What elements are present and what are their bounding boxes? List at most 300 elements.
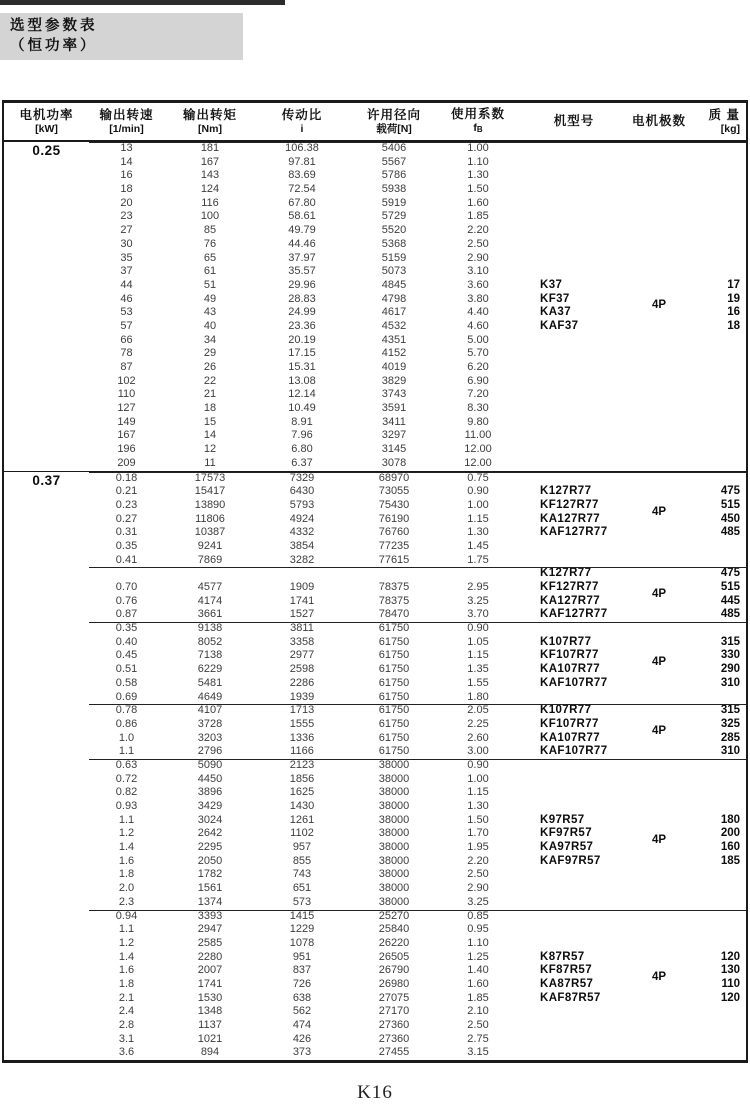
cell-ratio: 2598 <box>289 663 315 676</box>
cell-ratio: 1741 <box>289 594 315 607</box>
mass-value <box>686 786 746 800</box>
cell-poles <box>632 910 686 924</box>
mass-value <box>686 265 746 279</box>
mass-value <box>686 691 746 705</box>
cell-torque: 167 <box>200 155 220 168</box>
cell-fb: 1.40 <box>467 964 489 977</box>
cell-ratio: 5793 <box>289 498 315 511</box>
cell-fb: 8.30 <box>467 402 489 415</box>
cell-poles <box>632 554 686 568</box>
model-name <box>516 554 632 568</box>
cell-power <box>4 375 89 389</box>
cell-load: 4152 <box>381 347 407 360</box>
power-section <box>4 471 746 1061</box>
cell-power <box>4 513 89 527</box>
cell-speed: 20 <box>120 196 133 209</box>
table-row <box>4 1005 746 1019</box>
mass-value: 315 <box>720 635 740 648</box>
cell-poles <box>632 992 686 1006</box>
cell-power <box>4 978 89 992</box>
cell-load: 26505 <box>378 950 410 963</box>
cell-load: 78375 <box>378 581 410 593</box>
cell-load: 4019 <box>381 361 407 373</box>
cell-torque: 4577 <box>197 581 223 593</box>
cell-fb: 3.60 <box>467 278 489 291</box>
cell-speed: 0.35 <box>115 622 138 635</box>
cell-load: 27075 <box>378 991 410 1004</box>
mass-value <box>686 142 746 156</box>
model-name: KF107R77 <box>540 717 599 730</box>
poles-value: 4P <box>651 505 667 518</box>
cell-fb: 3.25 <box>467 895 489 908</box>
cell-ratio: 24.99 <box>288 306 316 319</box>
table-row <box>4 375 746 389</box>
cell-load: 5406 <box>381 142 407 154</box>
model-name: K97R57 <box>540 813 585 826</box>
cell-poles <box>632 1005 686 1019</box>
cell-fb: 3.70 <box>467 608 489 621</box>
cell-power <box>4 814 89 828</box>
table-row <box>4 923 746 937</box>
model-name <box>516 416 632 430</box>
cell-torque: 1782 <box>197 868 223 881</box>
cell-poles <box>632 320 686 334</box>
cell-torque: 3393 <box>197 909 223 922</box>
cell-fb: 2.25 <box>467 717 489 730</box>
cell-power <box>4 800 89 814</box>
cell-load: 77235 <box>378 539 410 552</box>
mass-value: 485 <box>720 526 740 539</box>
cell-load: 38000 <box>378 827 410 840</box>
mass-value: 445 <box>720 594 740 607</box>
cell-power <box>4 841 89 855</box>
cell-ratio: 13.08 <box>288 374 316 387</box>
cell-load: 61750 <box>378 622 410 635</box>
model-name <box>516 937 632 951</box>
model-name <box>516 882 632 896</box>
table-row <box>4 156 746 170</box>
cell-fb: 2.95 <box>467 581 489 593</box>
cell-power <box>4 1019 89 1033</box>
model-name <box>516 210 632 224</box>
cell-load: 61750 <box>378 676 410 689</box>
cell-torque: 34 <box>203 333 217 346</box>
cell-ratio: 83.69 <box>288 169 316 182</box>
mass-value <box>686 882 746 896</box>
cell-speed: 0.21 <box>115 485 138 498</box>
cell-load: 76760 <box>378 526 410 539</box>
cell-speed: 1.4 <box>118 950 135 963</box>
model-name: K127R77 <box>540 485 592 498</box>
model-name <box>516 238 632 252</box>
cell-poles <box>632 896 686 910</box>
cell-load: 61750 <box>378 663 410 676</box>
cell-speed: 23 <box>120 210 133 223</box>
cell-load: 3829 <box>381 374 407 387</box>
mass-value <box>686 457 746 471</box>
cell-fb: 2.90 <box>467 882 489 895</box>
cell-load: 3591 <box>381 402 407 415</box>
poles-value: 4P <box>651 299 667 312</box>
mass-value <box>686 169 746 183</box>
cell-fb: 1.60 <box>467 977 489 990</box>
cell-speed: 13 <box>120 142 133 154</box>
cell-fb: 4.40 <box>467 306 489 319</box>
cell-power <box>4 992 89 1006</box>
cell-fb: 1.80 <box>467 690 489 703</box>
cell-power <box>4 964 89 978</box>
cell-poles <box>632 197 686 211</box>
mass-value <box>686 1005 746 1019</box>
table-row <box>4 896 746 910</box>
table-row <box>4 910 746 924</box>
model-name: KF127R77 <box>540 581 599 593</box>
cell-power <box>4 238 89 252</box>
cell-torque: 1137 <box>198 1019 222 1031</box>
cell-ratio: 106.38 <box>285 142 319 154</box>
cell-torque: 3024 <box>197 813 223 826</box>
cell-load: 4798 <box>381 292 407 305</box>
cell-load: 75430 <box>378 498 410 511</box>
cell-fb: 7.20 <box>467 388 489 401</box>
cell-torque: 2642 <box>197 827 223 840</box>
cell-fb: 2.20 <box>467 854 489 867</box>
poles-value: 4P <box>651 834 667 847</box>
cell-torque: 1741 <box>197 977 223 990</box>
model-name <box>516 265 632 279</box>
cell-ratio: 44.46 <box>288 237 316 250</box>
model-name <box>516 443 632 457</box>
mass-value <box>686 896 746 910</box>
table-row <box>4 691 746 705</box>
cell-load: 5368 <box>381 237 407 250</box>
cell-poles <box>632 485 686 499</box>
table-row <box>4 759 746 773</box>
cell-speed: 0.76 <box>115 594 138 607</box>
cell-fb: 3.25 <box>467 594 489 607</box>
mass-value: 18 <box>727 319 740 332</box>
power-section <box>4 142 746 471</box>
cell-fb: 1.15 <box>467 786 489 799</box>
mass-value <box>686 429 746 443</box>
cell-load: 5567 <box>381 155 407 168</box>
cell-load: 76190 <box>378 512 410 525</box>
model-name <box>516 457 632 471</box>
cell-fb: 1.00 <box>467 772 489 785</box>
power-value: 0.25 <box>32 143 61 158</box>
cell-speed: 35 <box>120 251 133 264</box>
model-name <box>516 334 632 348</box>
mass-value <box>686 923 746 937</box>
cell-fb: 1.30 <box>467 800 489 812</box>
page-number: K16 <box>357 1082 393 1103</box>
cell-load: 61750 <box>378 649 410 662</box>
model-name <box>516 388 632 402</box>
cell-load: 61750 <box>378 717 410 730</box>
cell-load: 38000 <box>378 758 410 771</box>
mass-value <box>686 347 746 361</box>
cell-torque: 3896 <box>197 786 223 799</box>
cell-ratio: 15.31 <box>288 361 316 373</box>
cell-torque: 2947 <box>197 923 223 936</box>
cell-load: 78375 <box>378 594 410 607</box>
cell-fb: 1.05 <box>467 635 489 648</box>
table-row <box>4 608 746 622</box>
cell-poles <box>632 210 686 224</box>
cell-ratio: 562 <box>292 1005 312 1018</box>
cell-torque: 40 <box>203 319 217 332</box>
cell-ratio: 1939 <box>289 690 315 703</box>
cell-speed: 0.18 <box>115 471 138 484</box>
cell-ratio: 2286 <box>289 676 315 689</box>
cell-load: 38000 <box>378 895 410 908</box>
table-row <box>4 265 746 279</box>
table-row <box>4 347 746 361</box>
cell-load: 68970 <box>378 471 410 484</box>
cell-ratio: 1430 <box>289 800 315 812</box>
cell-fb: 6.90 <box>467 374 489 387</box>
cell-ratio: 957 <box>292 841 312 854</box>
mass-value: 110 <box>721 977 740 990</box>
ratio-block <box>4 472 746 568</box>
poles-value: 4P <box>651 587 667 600</box>
cell-poles <box>632 443 686 457</box>
cell-ratio: 2123 <box>289 758 315 771</box>
mass-value: 310 <box>720 745 740 758</box>
model-name <box>516 759 632 773</box>
cell-torque: 2280 <box>197 950 223 963</box>
cell-power <box>4 279 89 293</box>
cell-poles <box>632 800 686 814</box>
model-name <box>516 156 632 170</box>
cell-power <box>4 210 89 224</box>
mass-value <box>686 910 746 924</box>
cell-torque: 1530 <box>197 991 223 1004</box>
cell-torque: 51 <box>203 278 217 291</box>
table-row <box>4 540 746 554</box>
cell-speed: 0.58 <box>115 676 138 689</box>
cell-ratio: 58.61 <box>288 210 316 223</box>
cell-ratio: 638 <box>292 991 312 1004</box>
table-row <box>4 472 746 486</box>
cell-ratio: 23.36 <box>288 319 316 332</box>
cell-torque: 1374 <box>197 895 223 908</box>
table-header <box>4 103 746 142</box>
table-row <box>4 786 746 800</box>
cell-torque: 76 <box>203 237 217 250</box>
cell-power <box>4 457 89 471</box>
cell-ratio: 3854 <box>289 539 315 552</box>
cell-speed: 2.1 <box>118 991 135 1004</box>
cell-poles <box>632 540 686 554</box>
table-row <box>4 1019 746 1033</box>
cell-fb: 1.70 <box>467 827 489 840</box>
cell-poles <box>632 608 686 622</box>
cell-power <box>4 429 89 443</box>
cell-speed: 0.51 <box>115 663 138 676</box>
cell-torque: 100 <box>200 210 220 223</box>
mass-value <box>686 773 746 787</box>
cell-load: 27360 <box>378 1032 410 1045</box>
model-name: KF97R57 <box>540 827 593 840</box>
cell-load: 3743 <box>381 388 407 401</box>
cell-load: 38000 <box>378 813 410 826</box>
cell-power <box>4 306 89 320</box>
cell-ratio: 4924 <box>289 512 315 525</box>
page-title-line2: （恒功率） <box>10 38 98 54</box>
cell-power <box>4 402 89 416</box>
cell-speed: 27 <box>120 224 133 237</box>
cell-poles <box>632 677 686 691</box>
cell-fb: 11.00 <box>464 429 492 442</box>
cell-power <box>4 773 89 787</box>
cell-speed: 0.45 <box>115 649 138 662</box>
cell-poles <box>632 457 686 471</box>
cell-load: 38000 <box>378 868 410 881</box>
mass-value <box>686 334 746 348</box>
table-row <box>4 388 746 402</box>
cell-torque: 13890 <box>194 498 226 511</box>
mass-value <box>686 1019 746 1033</box>
cell-ratio: 743 <box>292 868 312 881</box>
cell-speed: 1.6 <box>118 854 135 867</box>
table-row <box>4 457 746 471</box>
cell-poles <box>632 868 686 882</box>
model-name <box>516 361 632 375</box>
cell-fb: 0.90 <box>467 622 489 635</box>
cell-ratio: 951 <box>292 950 312 963</box>
table-row <box>4 361 746 375</box>
table-body <box>4 142 746 1060</box>
selection-parameter-table <box>2 100 748 1063</box>
cell-power <box>4 252 89 266</box>
cell-ratio: 67.80 <box>288 196 316 209</box>
cell-power <box>4 540 89 554</box>
cell-fb: 2.90 <box>467 251 489 264</box>
table-row <box>4 526 746 540</box>
cell-fb: 1.30 <box>467 526 489 539</box>
ratio-block <box>4 567 746 622</box>
col-header-model: 机型号 <box>553 114 595 128</box>
model-name <box>516 691 632 705</box>
cell-fb: 1.10 <box>467 155 489 168</box>
cell-power <box>4 759 89 773</box>
cell-fb: 1.00 <box>467 142 489 154</box>
cell-torque: 6229 <box>197 663 223 676</box>
poles-value: 4P <box>651 724 667 737</box>
cell-speed: 0.27 <box>115 512 138 525</box>
cell-fb: 6.20 <box>467 361 489 373</box>
cell-ratio: 20.19 <box>288 333 316 346</box>
model-name: KAF37 <box>540 319 579 332</box>
mass-value: 485 <box>720 608 740 621</box>
mass-value <box>686 472 746 486</box>
model-name <box>516 197 632 211</box>
cell-torque: 61 <box>203 265 217 278</box>
cell-torque: 143 <box>200 169 220 182</box>
cell-power <box>4 293 89 307</box>
cell-ratio: 1713 <box>289 704 315 717</box>
cell-poles <box>632 691 686 705</box>
cell-load: 3411 <box>382 415 406 428</box>
cell-ratio: 28.83 <box>288 292 316 305</box>
cell-speed: 0.72 <box>115 772 138 785</box>
cell-torque: 4450 <box>197 772 223 785</box>
model-name: KA107R77 <box>540 663 601 676</box>
cell-torque: 3661 <box>197 608 223 621</box>
cell-fb: 1.45 <box>467 539 489 552</box>
cell-ratio: 12.14 <box>288 388 316 401</box>
table-row <box>4 882 746 896</box>
model-name <box>516 1033 632 1047</box>
table-row <box>4 334 746 348</box>
cell-torque: 3728 <box>197 717 223 730</box>
cell-fb: 1.85 <box>467 991 489 1004</box>
cell-fb: 2.60 <box>467 731 489 744</box>
cell-fb: 1.00 <box>467 498 489 511</box>
cell-ratio: 426 <box>292 1032 312 1045</box>
mass-value <box>686 375 746 389</box>
cell-torque: 7869 <box>197 553 223 566</box>
cell-power <box>4 265 89 279</box>
col-header-torque: 输出转矩 [Nm] <box>182 108 237 135</box>
cell-power <box>4 896 89 910</box>
top-accent-bar <box>0 0 285 5</box>
cell-ratio: 6430 <box>289 485 315 498</box>
model-name <box>516 224 632 238</box>
cell-fb: 1.30 <box>467 169 489 182</box>
cell-torque: 9138 <box>197 622 223 635</box>
cell-fb: 4.60 <box>467 319 489 332</box>
model-name <box>516 347 632 361</box>
cell-torque: 11 <box>204 456 216 469</box>
cell-load: 5919 <box>381 196 407 209</box>
cell-load: 3297 <box>381 429 407 442</box>
cell-load: 38000 <box>378 772 410 785</box>
table-row <box>4 937 746 951</box>
cell-torque: 3429 <box>197 800 223 812</box>
cell-speed: 14 <box>120 155 133 168</box>
cell-speed: 102 <box>117 374 136 387</box>
cell-fb: 9.80 <box>467 415 489 428</box>
cell-power <box>4 197 89 211</box>
cell-poles <box>632 429 686 443</box>
cell-speed: 57 <box>120 319 133 332</box>
cell-power <box>4 649 89 663</box>
model-name: KA127R77 <box>540 594 601 607</box>
col-header-mass: 质 量 [kg] <box>708 108 740 135</box>
cell-poles <box>632 402 686 416</box>
cell-speed: 1.8 <box>118 868 135 881</box>
mass-value <box>686 554 746 568</box>
cell-speed: 167 <box>117 429 136 442</box>
cell-ratio: 1229 <box>289 923 315 936</box>
cell-speed: 2.4 <box>118 1005 135 1018</box>
cell-speed: 18 <box>120 183 133 196</box>
cell-speed: 1.2 <box>118 827 135 840</box>
mass-value <box>686 224 746 238</box>
cell-ratio: 1856 <box>289 772 315 785</box>
mass-value: 180 <box>720 813 740 826</box>
cell-power <box>4 567 89 581</box>
cell-load: 26220 <box>378 936 410 949</box>
cell-fb <box>440 567 516 581</box>
cell-power <box>4 855 89 869</box>
cell-power <box>4 1005 89 1019</box>
cell-power <box>4 388 89 402</box>
cell-torque: 5481 <box>197 676 223 689</box>
cell-ratio: 837 <box>292 964 312 977</box>
